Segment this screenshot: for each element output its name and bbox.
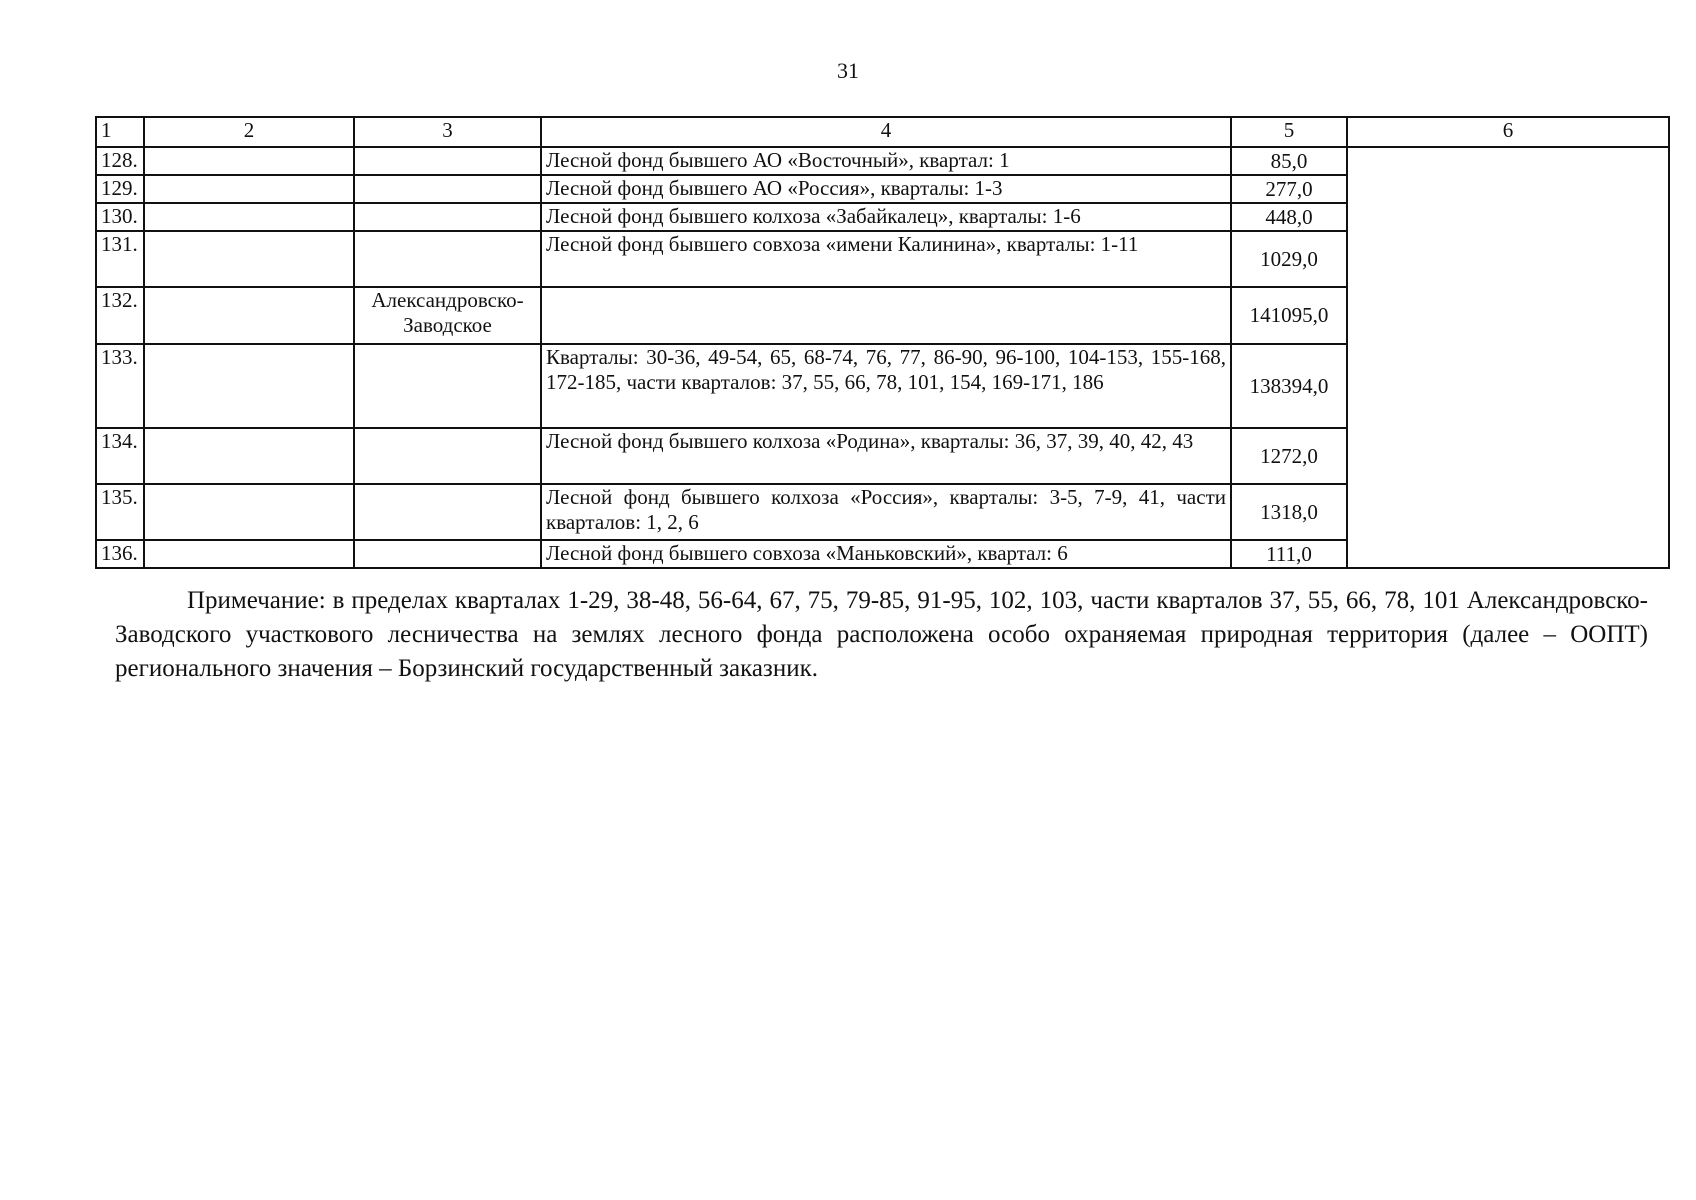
row-number-cell: 131. (96, 231, 144, 287)
column-3-cell (354, 344, 541, 428)
row-number-cell: 135. (96, 484, 144, 540)
row-number-cell: 136. (96, 540, 144, 568)
description-cell: Лесной фонд бывшего АО «Восточный», квартал: 1 (541, 147, 1231, 175)
row-number-cell: 132. (96, 287, 144, 344)
column-header: 6 (1347, 117, 1669, 147)
column-3-cell: Александровско-Заводское (354, 287, 541, 344)
column-2-cell (144, 484, 354, 540)
column-2-cell (144, 231, 354, 287)
column-3-cell (354, 540, 541, 568)
column-2-cell (144, 203, 354, 231)
description-cell: Лесной фонд бывшего совхоза «имени Калинина», кварталы: 1-11 (541, 231, 1231, 287)
column-3-cell (354, 428, 541, 484)
column-6-merged-cell (1347, 147, 1669, 568)
forest-fund-table (95, 116, 1670, 569)
column-header: 5 (1231, 117, 1347, 147)
row-number-cell: 128. (96, 147, 144, 175)
area-cell: 1272,0 (1231, 428, 1347, 484)
column-3-cell (354, 203, 541, 231)
column-3-cell (354, 231, 541, 287)
area-cell: 141095,0 (1231, 287, 1347, 344)
column-2-cell (144, 540, 354, 568)
column-2-cell (144, 428, 354, 484)
table-header-row (96, 117, 1669, 147)
column-2-cell (144, 344, 354, 428)
description-cell: Лесной фонд бывшего колхоза «Родина», кварталы: 36, 37, 39, 40, 42, 43 (541, 428, 1231, 484)
area-cell: 138394,0 (1231, 344, 1347, 428)
page-number: 31 (837, 58, 859, 83)
column-2-cell (144, 287, 354, 344)
area-cell: 1318,0 (1231, 484, 1347, 540)
column-header: 1 (96, 117, 144, 147)
table-row (96, 147, 1669, 175)
footnote-note: Примечание: в пределах кварталах 1-29, 38-48, 56-64, 67, 75, 79-85, 91-95, 102, 103, части кварталов 37, 55, 66, 78, 101 Александровско-Заводского участкового лесничества на землях лесного фонда расположена особо охраняемая природная территория (далее – ООПТ) регионального значения – Борзинский государственный заказник. (115, 587, 1648, 682)
area-cell: 85,0 (1231, 147, 1347, 175)
area-cell: 111,0 (1231, 540, 1347, 568)
description-cell: Лесной фонд бывшего колхоза «Забайкалец», кварталы: 1-6 (541, 203, 1231, 231)
area-cell: 277,0 (1231, 175, 1347, 203)
row-number-cell: 134. (96, 428, 144, 484)
description-cell (541, 287, 1231, 344)
column-3-cell (354, 147, 541, 175)
description-cell: Кварталы: 30-36, 49-54, 65, 68-74, 76, 77, 86-90, 96-100, 104-153, 155-168, 172-185, части кварталов: 37, 55, 66, 78, 101, 154, 169-171, 186 (541, 344, 1231, 428)
column-header: 4 (541, 117, 1231, 147)
row-number-cell: 133. (96, 344, 144, 428)
row-number-cell: 129. (96, 175, 144, 203)
column-2-cell (144, 175, 354, 203)
area-cell: 448,0 (1231, 203, 1347, 231)
column-3-cell (354, 175, 541, 203)
column-header: 2 (144, 117, 354, 147)
column-3-cell (354, 484, 541, 540)
row-number-cell: 130. (96, 203, 144, 231)
description-cell: Лесной фонд бывшего колхоза «Россия», кварталы: 3-5, 7-9, 41, части кварталов: 1, 2, 6 (541, 484, 1231, 540)
description-cell: Лесной фонд бывшего совхоза «Маньковский», квартал: 6 (541, 540, 1231, 568)
column-header: 3 (354, 117, 541, 147)
description-cell: Лесной фонд бывшего АО «Россия», кварталы: 1-3 (541, 175, 1231, 203)
column-2-cell (144, 147, 354, 175)
area-cell: 1029,0 (1231, 231, 1347, 287)
